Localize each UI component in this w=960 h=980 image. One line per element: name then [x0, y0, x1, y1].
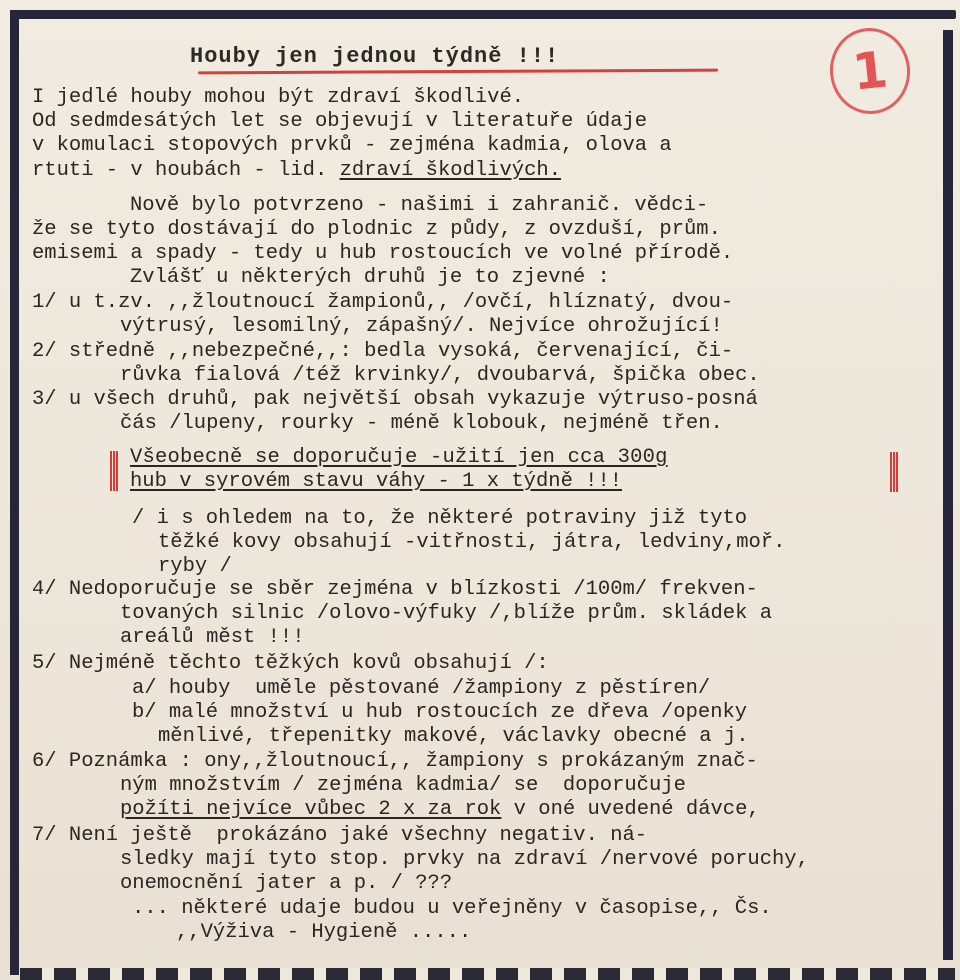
- title-underline: [198, 69, 718, 75]
- highlight-line: Všeobecně se doporučuje -užití jen cca 300g: [130, 446, 668, 469]
- item-line: čás /lupeny, rourky - méně klobouk, nejméně třen.: [120, 412, 723, 435]
- item-line: růvka fialová /též krvinky/, dvoubarvá, špička obec.: [120, 364, 760, 387]
- item7-line: ... některé udaje budou u veřejněny v časopise,, Čs.: [132, 897, 772, 920]
- intro-line: [32, 159, 561, 183]
- item6-line: ným množstvím / zejména kadmia/ se doporučuje: [120, 774, 686, 797]
- item5-line: b/ malé množství u hub rostoucích ze dřeva /openky: [132, 701, 748, 724]
- item4-line: 4/ Nedoporučuje se sběr zejména v blízkosti /100m/ frekven-: [32, 578, 758, 601]
- paragraph-line: že se tyto dostávají do plodnic z půdy, z ovzduší, prům.: [32, 218, 721, 241]
- red-margin-mark: [110, 451, 118, 491]
- item6-tail: v oné uvedené dávce,: [501, 798, 760, 821]
- highlight-line: hub v syrovém stavu váhy - 1 x týdně !!!: [130, 470, 623, 493]
- item5-line: měnlivé, třepenitky makové, václavky obecné a j.: [158, 725, 749, 748]
- item5-line: a/ houby uměle pěstované /žampiony z pěstíren/: [132, 677, 711, 700]
- item4-line: areálů měst !!!: [120, 626, 305, 649]
- border-left: [10, 10, 19, 975]
- item-line: 1/ u t.zv. ,,žloutnoucí žampionů,, /ovčí, hlíznatý, dvou-: [32, 291, 734, 314]
- intro-text: rtuti - v houbách - lid.: [32, 159, 340, 182]
- intro-underlined: zdraví škodlivých.: [339, 159, 561, 182]
- paragraph-line: Nově bylo potvrzeno - našimi i zahranič. vědci-: [130, 194, 709, 217]
- item6-line: [120, 798, 760, 822]
- red-margin-mark: [890, 452, 898, 492]
- border-right: [943, 30, 953, 960]
- page-number-circle: 1: [826, 24, 915, 118]
- item7-line: sledky mají tyto stop. prvky na zdraví /nervové poruchy,: [120, 848, 809, 871]
- note-line: těžké kovy obsahují -vitřnosti, játra, ledviny,moř.: [158, 531, 786, 554]
- note-line: ryby /: [158, 555, 232, 578]
- paragraph-line: Zvlášť u některých druhů je to zjevné :: [130, 266, 610, 289]
- item4-line: tovaných silnic /olovo-výfuky /,blíže prům. skládek a: [120, 602, 773, 625]
- intro-line: v komulaci stopových prvků - zejména kadmia, olova a: [32, 134, 672, 157]
- border-bottom: [20, 968, 955, 980]
- intro-line: Od sedmdesátých let se objevují v literatuře údaje: [32, 110, 648, 133]
- intro-line: I jedlé houby mohou být zdraví škodlivé.: [32, 86, 525, 109]
- border-top: [12, 10, 956, 19]
- item6-underlined: požíti nejvíce vůbec 2 x za rok: [120, 798, 502, 821]
- item-line: 3/ u všech druhů, pak největší obsah vykazuje výtruso-posná: [32, 388, 758, 411]
- item6-line: 6/ Poznámka : ony,,žloutnoucí,, žampiony s prokázaným znač-: [32, 750, 758, 773]
- document-title: Houby jen jednou týdně !!!: [190, 44, 560, 69]
- note-line: / i s ohledem na to, že některé potraviny již tyto: [132, 507, 748, 530]
- item-line: 2/ středně ,,nebezpečné,,: bedla vysoká, červenající, či-: [32, 340, 734, 363]
- item7-line: 7/ Není ještě prokázáno jaké všechny negativ. ná-: [32, 824, 648, 847]
- item-line: výtrusý, lesomilný, zápašný/. Nejvíce ohrožující!: [120, 315, 723, 338]
- paragraph-line: emisemi a spady - tedy u hub rostoucích ve volné přírodě.: [32, 242, 734, 265]
- item7-line: ,,Výživa - Hygieně .....: [176, 921, 472, 944]
- item7-line: onemocnění jater a p. / ???: [120, 872, 453, 895]
- item5-line: 5/ Nejméně těchto těžkých kovů obsahují /:: [32, 652, 549, 675]
